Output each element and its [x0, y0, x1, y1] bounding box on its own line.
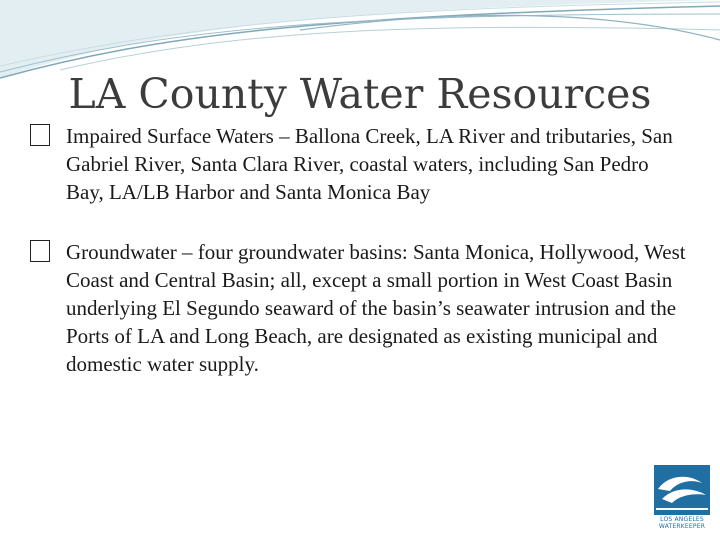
logo-wave-icon — [654, 465, 710, 515]
logo-line-2: WATERKEEPER — [658, 523, 706, 530]
bullet-list — [30, 122, 690, 378]
bullet-marker-icon — [30, 124, 50, 146]
logo-caption — [654, 516, 710, 530]
slide-title: LA County Water Resources — [68, 70, 652, 118]
bullet-item-groundwater — [30, 238, 690, 378]
bullet-text: Groundwater – four groundwater basins: Santa Monica, Hollywood, West Coast and Central Basin; all, except a small portion in West Coast Basin underlying El Segundo seaward of the basin’s seawater intrusion and the Ports of LA and Long Beach, are designated as existing municipal and domestic water supply. — [66, 240, 686, 376]
bullet-item-surface-waters — [30, 122, 690, 206]
waterkeeper-logo — [654, 465, 710, 531]
bullet-text: Impaired Surface Waters – Ballona Creek, LA River and tributaries, San Gabriel River, Santa Clara River, coastal waters, including San Pedro Bay, LA/LB Harbor and Santa Monica Bay — [66, 124, 673, 204]
bullet-marker-icon — [30, 240, 50, 262]
logo-line-1: LOS ANGELES — [660, 516, 704, 523]
